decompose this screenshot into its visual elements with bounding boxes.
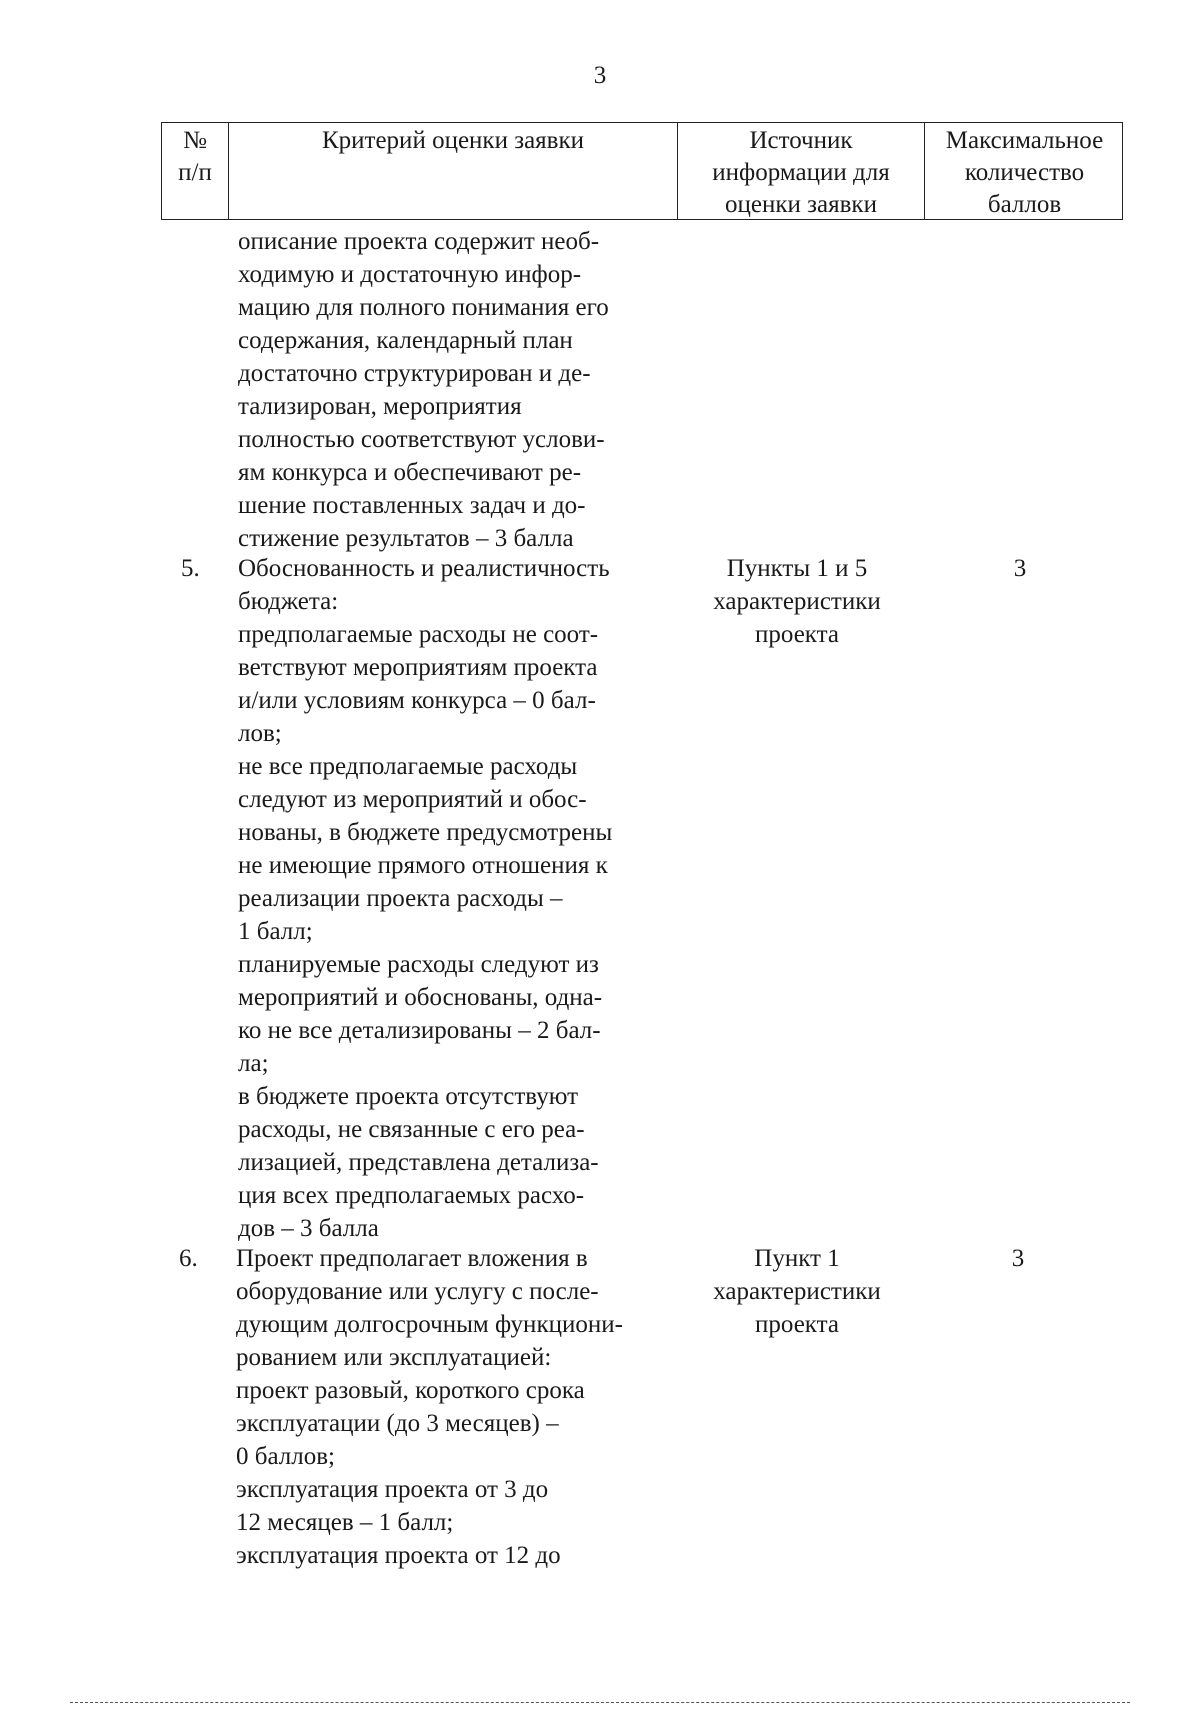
header-text: п/п [178, 159, 212, 186]
text-line: нованы, в бюджете предусмотрены [238, 819, 613, 846]
text-line: проект разовый, короткого срока [236, 1377, 585, 1404]
text-line: проекта [755, 621, 839, 648]
text-line: описание проекта содержит необ- [238, 228, 600, 255]
text-line: ям конкурса и обеспечивают ре- [238, 459, 582, 486]
table-header [161, 122, 1123, 220]
header-text: № [183, 127, 207, 154]
header-text: Критерий оценки заявки [321, 127, 584, 154]
continuation-text [238, 225, 666, 555]
header-number-column [162, 123, 229, 219]
text-line: ла; [238, 1050, 269, 1077]
header-text: Источник [749, 127, 853, 154]
text-line: Обоснованность и реалистичность [238, 555, 610, 582]
text-line: планируемые расходы следуют из [238, 951, 599, 978]
text-line: эксплуатация проекта от 12 до [236, 1542, 561, 1569]
header-text: информации для [712, 159, 890, 186]
text-line: ко не все детализированы – 2 бал- [238, 1017, 601, 1044]
text-line: в бюджете проекта отсутствуют [238, 1083, 579, 1110]
text-line: мероприятий и обоснованы, одна- [238, 984, 603, 1011]
source-cell [682, 1242, 912, 1341]
max-points-cell: 3 [1011, 1245, 1025, 1272]
text-line: эксплуатация проекта от 3 до [236, 1476, 549, 1503]
row-number: 5. [181, 555, 200, 582]
text-line: не имеющие прямого отношения к [238, 852, 608, 879]
header-text: количество [964, 159, 1085, 186]
text-line: не все предполагаемые расходы [238, 753, 578, 780]
header-points-column [925, 123, 1124, 219]
row-number: 6. [179, 1245, 198, 1272]
text-line: характеристики [713, 588, 881, 615]
text-line: 0 баллов; [236, 1443, 335, 1470]
text-line: лов; [238, 720, 282, 747]
text-line: оборудование или услугу с после- [236, 1278, 599, 1305]
header-text: оценки заявки [725, 191, 877, 218]
text-line: Пункты 1 и 5 [726, 555, 868, 582]
page-number: 3 [593, 62, 607, 89]
criterion-text [236, 1242, 664, 1572]
header-criterion-column [229, 123, 678, 219]
text-line: рованием или эксплуатацией: [236, 1344, 552, 1371]
header-text: баллов [987, 191, 1062, 218]
text-line: расходы, не связанные с его реа- [238, 1116, 585, 1143]
text-line: реализации проекта расходы – [238, 885, 563, 912]
text-line: предполагаемые расходы не соот- [238, 621, 599, 648]
text-line: эксплуатации (до 3 месяцев) – [236, 1410, 559, 1437]
text-line: Проект предполагает вложения в [236, 1245, 588, 1272]
text-line: проекта [755, 1311, 839, 1338]
text-line: 12 месяцев – 1 балл; [236, 1509, 454, 1536]
text-line: тализирован, мероприятия [238, 393, 522, 420]
text-line: Пункт 1 [754, 1245, 840, 1272]
text-line: дующим долгосрочным функциони- [236, 1311, 623, 1338]
max-points-cell: 3 [1013, 555, 1027, 582]
text-line: ветствуют мероприятиям проекта [238, 654, 598, 681]
text-line: стижение результатов – 3 балла [238, 525, 574, 552]
source-cell [682, 552, 912, 651]
text-line: ходимую и достаточную инфор- [238, 261, 582, 288]
text-line: шение поставленных задач и до- [238, 492, 586, 519]
text-line: бюджета: [238, 588, 339, 615]
text-line: лизацией, представлена детализа- [238, 1149, 599, 1176]
text-line: 1 балл; [238, 918, 313, 945]
bottom-divider [70, 1702, 1130, 1703]
text-line: характеристики [713, 1278, 881, 1305]
header-text: Максимальное [945, 127, 1104, 154]
text-line: мацию для полного понимания его [238, 294, 609, 321]
header-source-column [678, 123, 925, 219]
text-line: ция всех предполагаемых расхо- [238, 1182, 585, 1209]
criterion-text [238, 552, 666, 1245]
text-line: и/или условиям конкурса – 0 бал- [238, 687, 596, 714]
text-line: следуют из мероприятий и обос- [238, 786, 587, 813]
text-line: достаточно структурирован и де- [238, 360, 591, 387]
text-line: дов – 3 балла [238, 1215, 379, 1242]
text-line: полностью соответствуют услови- [238, 426, 605, 453]
text-line: содержания, календарный план [238, 327, 573, 354]
